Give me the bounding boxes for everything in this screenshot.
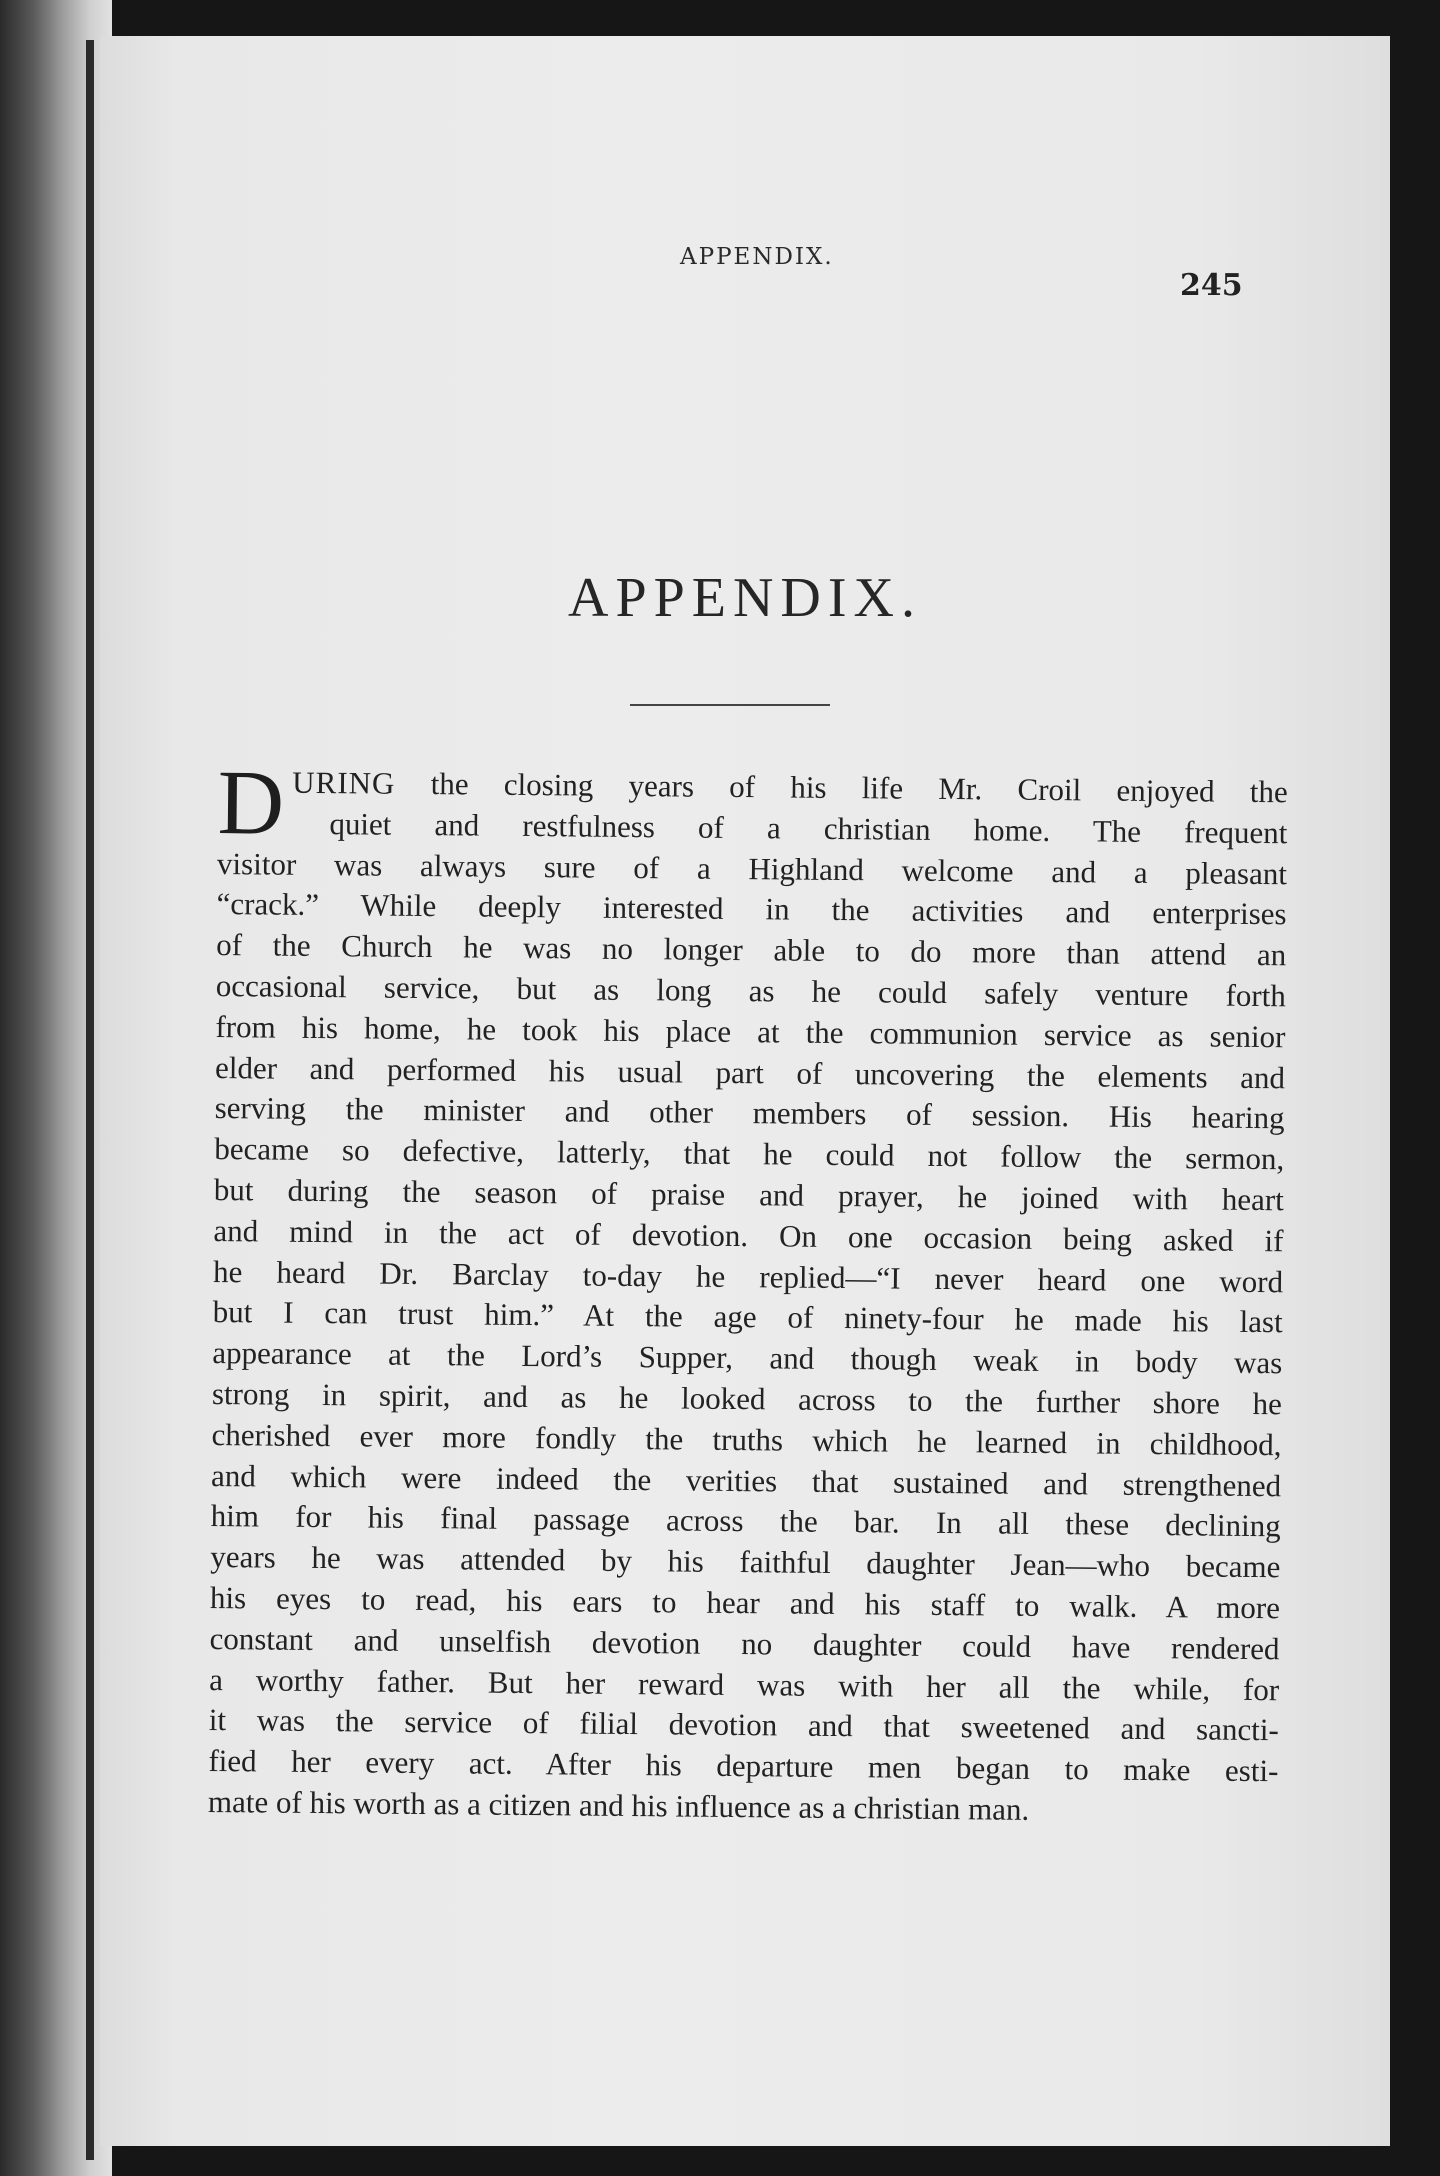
- first-word: URING: [292, 764, 396, 801]
- page-sheet: [100, 36, 1390, 2146]
- text-line: “crack.” While deeply interested in the activities and enterprises: [216, 886, 1287, 932]
- title-rule: [630, 704, 830, 706]
- text-line: strong in spirit, and as he looked across to the further shore he: [211, 1375, 1283, 1422]
- binding-edge: [86, 40, 94, 2160]
- text-line: of the Church he was no longer able to do more than attend an: [216, 927, 1287, 973]
- text-line: fied her every act. After his departure men began to make esti-: [208, 1743, 1279, 1789]
- book-spine-shadow: [0, 0, 112, 2176]
- text-line: visitor was always sure of a Highland welcome and a pleasant: [216, 845, 1288, 891]
- text-line: cherished ever more fondly the truths which he learned in childhood,: [211, 1416, 1282, 1462]
- text-line: mate of his worth as a citizen and his influence as a christian man.: [207, 1783, 1030, 1827]
- text-line: him for his final passage across the bar. In all these declining: [210, 1498, 1281, 1544]
- text-line: serving the minister and other members of session. His hearing: [214, 1090, 1285, 1136]
- text-line: and mind in the act of devotion. On one occasion being asked if: [213, 1212, 1284, 1259]
- text-line: but during the season of praise and prayer, he joined with heart: [213, 1171, 1285, 1218]
- chapter-title: APPENDIX.: [568, 567, 922, 629]
- drop-cap: D: [217, 751, 285, 854]
- text-line: and which were indeed the verities that sustained and strengthened: [210, 1457, 1282, 1503]
- text-line: it was the service of filial devotion and that sweetened and sancti-: [208, 1702, 1279, 1748]
- page-number: 245: [1180, 268, 1243, 303]
- text-line: constant and unselfish devotion no daughter could have rendered: [209, 1620, 1280, 1666]
- text-line: became so defective, latterly, that he could not follow the sermon,: [214, 1131, 1285, 1177]
- text-line: quiet and restfulness of a christian home. The frequent: [329, 805, 1288, 851]
- text-line: he heard Dr. Barclay to-day he replied—“I never heard one word: [212, 1253, 1284, 1299]
- text-line: but I can trust him.” At the age of ninety-four he made his last: [212, 1294, 1283, 1340]
- text-line: elder and performed his usual part of uncovering the elements and: [214, 1049, 1286, 1095]
- text-line: a worthy father. But her reward was with her all the while, for: [209, 1661, 1280, 1707]
- running-head: APPENDIX.: [680, 244, 834, 270]
- text-line: appearance at the Lord’s Supper, and though weak in body was: [212, 1335, 1283, 1381]
- text-line-rest: the closing years of his life Mr. Croil enjoyed the: [395, 765, 1288, 810]
- text-line: years he was attended by his faithful daughter Jean—who became: [210, 1539, 1281, 1585]
- text-line: occasional service, but as long as he could safely venture forth: [215, 967, 1286, 1014]
- body-paragraph: [207, 751, 1288, 1833]
- text-line: from his home, he took his place at the communion service as senior: [215, 1008, 1286, 1055]
- text-line: his eyes to read, his ears to hear and his staff to walk. A more: [209, 1579, 1281, 1626]
